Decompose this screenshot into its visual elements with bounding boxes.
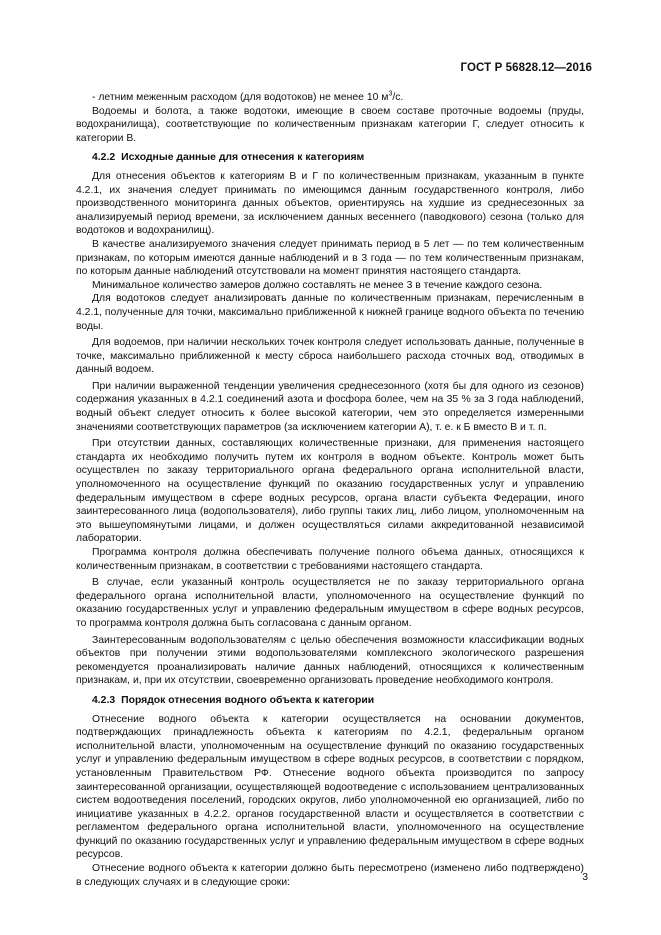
s422-paragraph: Минимальное количество замеров должно составлять не менее 3 в течение каждого сезона. xyxy=(92,279,543,291)
section-423-number: 4.2.3 xyxy=(92,694,116,706)
section-422-number: 4.2.2 xyxy=(92,152,116,164)
s423-paragraph: Отнесение водного объекта к категории осуществляется на основании документов, подтверждающих принадлежность объекта к категориям по 4.2.1, федеральным органом исполнительной власти, уполномоченным на осуществление функций по оказанию государственных услуг и управлению федеральным имуществом в сфере водных ресурсов, в соответствии с порядком, установленным Правительством РФ. Отнесение водного объекта производится по запросу заинтересованной организации, осуществляющей водоотведение с использованием централизованных систем водоотведения поселений, городских округов, либо уполномоченной ею организацией, либо по инициативе указанных в 4.2.2. органов государственной власти и осуществляется в соответствии с регламентом федерального органа исполнительной власти, уполномоченного на осуществление функций по оказанию государственных услуг и управлению федеральным имуществом в сфере водных ресурсов. xyxy=(76,713,584,861)
intro-paragraph-2: Водоемы и болота, а также водотоки, имеющие в своем составе проточные водоемы (пруды, водохранилища), соответствующие по количественным признакам категории Г, следует относить к категории В. xyxy=(76,105,584,144)
intro-p1-pre: - летним меженным расходом (для водотоков) не менее 10 м xyxy=(92,92,389,103)
s422-paragraph: Для отнесения объектов к категориям В и Г по количественным признакам, указанным в пункте 4.2.1, их значения следует принимать по имеющимся данным государственного контроля, либо производственного мониторинга данных объектов, ориентируясь на худшие из среднесезонных за анализируемый период времени, за исключением данных весеннего (паводкового) сезона (только для водотоков и водохранилищ). xyxy=(76,170,584,237)
section-423-heading xyxy=(76,694,584,708)
intro-p1-post: /с. xyxy=(392,92,404,103)
document-code-header: ГОСТ Р 56828.12—2016 xyxy=(460,62,592,74)
intro-paragraph-1 xyxy=(76,91,584,105)
s422-paragraph: В случае, если указанный контроль осуществляется не по заказу территориального органа федерального органа исполнительной власти, уполномоченного на осуществление функций по оказанию государственных услуг и управлению федеральным имуществом в сфере водных ресурсов, то программа контроля должна быть согласована с данным органом. xyxy=(76,577,584,629)
s423-paragraph: Отнесение водного объекта к категории должно быть пересмотрено (изменено либо подтверждено) в следующих случаях и в следующие сроки: xyxy=(76,863,584,888)
s422-paragraph: Для водотоков следует анализировать данные по количественным признакам, перечисленным в 4.2.1, полученные для точки, максимально приближенной к нижней границе водного объекта по течению воды. xyxy=(76,293,584,332)
page-body xyxy=(76,91,584,889)
s422-paragraph: При наличии выраженной тенденции увеличения среднесезонного (хотя бы для одного из сезонов) содержания указанных в 4.2.1 соединений азота и фосфора более, чем на 35 % за 3 года наблюдений, водный объект следует относить к более высокой категории, чем это определяется измеренными значениями соответствующих параметров (за исключением категории А), т. е. к Б вместо В и т. п. xyxy=(76,380,584,433)
section-422-title: Исходные данные для отнесения к категориям xyxy=(121,152,365,164)
section-422-heading xyxy=(76,151,584,165)
section-423-title: Порядок отнесения водного объекта к категории xyxy=(121,694,375,706)
s422-paragraph: Для водоемов, при наличии нескольких точек контроля следует использовать данные, полученные в точке, максимально приближенной к месту сброса наибольшего расхода сточных вод, отводимых в данный водоем. xyxy=(76,337,584,376)
s422-paragraph: При отсутствии данных, составляющих количественные признаки, для применения настоящего стандарта их необходимо получить путем их контроля в водном объекте. Контроль может быть осуществлен по заказу территориального органа федерального органа исполнительной власти, уполномоченного на осуществление функций по оказанию государственных услуг и управлению федеральным имуществом в сфере водных ресурсов, органа власти субъекта Федерации, иного заинтересованного лица (водопользователя), либо группы таких лиц, либо лицом, уполномоченным на это вышеупомянутыми лицами, и должен осуществляться силами аккредитованной независимой лаборатории. xyxy=(76,438,584,545)
s422-paragraph: Программа контроля должна обеспечивать получение полного объема данных, относящихся к количественным признакам, в соответствии с требованиями настоящего стандарта. xyxy=(76,547,584,572)
intro-p1-sup: 3 xyxy=(388,90,393,98)
s422-paragraph: В качестве анализируемого значения следует принимать период в 5 лет — по тем количественным признакам, по которым имеются данные наблюдений и в 3 года — по тем количественным признакам, по которым данные наблюдений отсутствовали на момент принятия настоящего стандарта. xyxy=(76,238,584,278)
s422-paragraph: Заинтересованным водопользователям с целью обеспечения возможности классификации водных объектов при получении этими водопользователями комплексного экологического разрешения рекомендуется проанализировать наличие данных наблюдений, относящихся к количественным признакам, и, при их отсутствии, своевременно организовать проведение необходимого контроля. xyxy=(76,634,584,687)
page-number: 3 xyxy=(582,872,588,883)
